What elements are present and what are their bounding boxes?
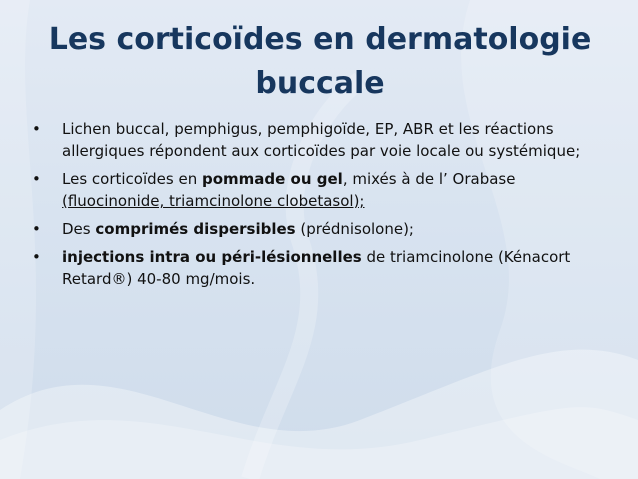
item-text-bold: pommade ou gel: [201, 170, 343, 188]
title-line-2: buccale: [255, 66, 385, 101]
item-text-bold: comprimés dispersibles: [95, 220, 296, 238]
item-text: Lichen buccal, pemphigus, pemphigoïde, EP, ABR et les réactions allergiques répondent aux corticoïdes par voie locale ou systémique;: [62, 120, 581, 160]
bullet-list: [30, 118, 590, 296]
title-line-1: Les corticoïdes en dermatologie: [48, 22, 592, 57]
list-item: [30, 118, 590, 162]
item-text-middle: , mixés à de l’ Orabase: [342, 170, 516, 188]
item-text-prefix: Les corticoïdes en: [62, 170, 202, 188]
item-text-bold: injections intra ou péri-lésionnelles: [62, 248, 362, 266]
item-text-underlined: (fluocinonide, triamcinolone clobetasol);: [62, 192, 365, 210]
bullet-marker: •: [32, 120, 41, 138]
item-text-suffix: (prédnisolone);: [295, 220, 414, 238]
bullet-marker: •: [32, 220, 41, 238]
list-item: [30, 246, 590, 290]
list-item: [30, 218, 590, 240]
item-text-suffix: de triamcinolone (Kénacort Retard®) 40-80 mg/mois.: [62, 248, 571, 288]
list-item: [30, 168, 590, 212]
slide-title: [40, 18, 600, 106]
bullet-marker: •: [32, 248, 41, 266]
item-text-prefix: Des: [62, 220, 96, 238]
bullet-marker: •: [32, 170, 41, 188]
